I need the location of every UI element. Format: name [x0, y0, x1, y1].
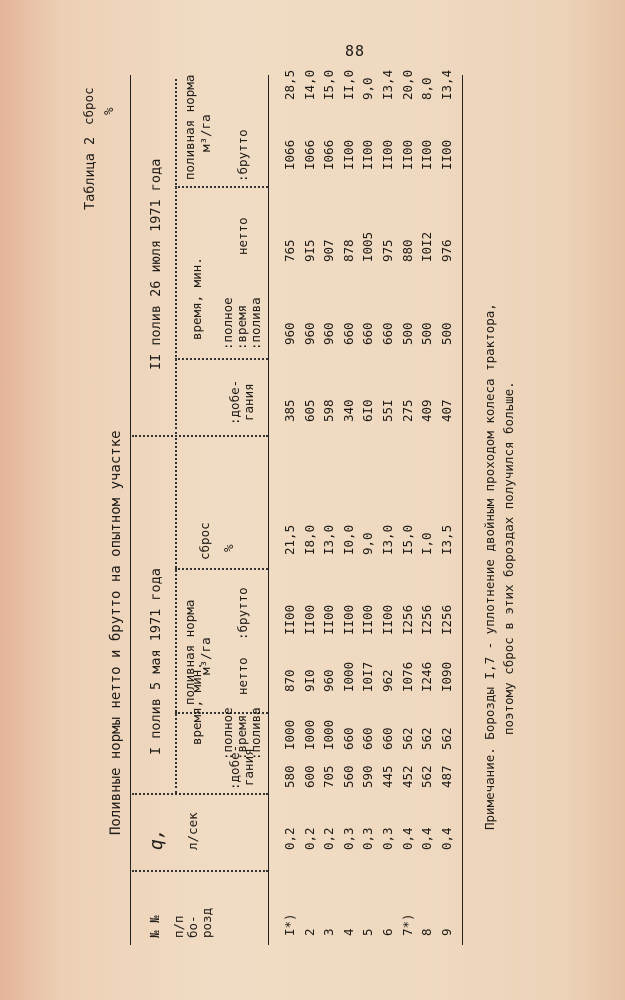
table-cell: 4 [340, 928, 356, 936]
table-cell: II00 [340, 604, 356, 635]
table-cell: I066 [321, 139, 337, 170]
netto-header: нетто [235, 217, 250, 255]
table-cell: 976 [438, 239, 454, 262]
table-cell: 880 [399, 239, 415, 262]
table-cell: 560 [340, 765, 356, 788]
full-time-header: :полное [220, 297, 235, 350]
table-cell: I256 [438, 604, 454, 635]
table-cell: II00 [399, 139, 415, 170]
divider [175, 438, 177, 793]
table-cell: 705 [321, 765, 337, 788]
full-time-header: :время [234, 714, 249, 760]
table-cell: 598 [321, 399, 337, 422]
norm-header: поливная норма [182, 599, 197, 705]
netto-header: нетто [235, 657, 250, 695]
table-cell: 9I0 [301, 669, 317, 692]
table-cell: 21,5 [282, 524, 297, 555]
table-cell: I005 [360, 231, 376, 262]
table-bottom-rule [462, 75, 463, 945]
table-cell: I256 [419, 604, 435, 635]
table-cell: 765 [282, 239, 297, 262]
table-cell: I3,0 [380, 524, 395, 555]
table-cell: I3,0 [321, 524, 337, 555]
table-cell: I8,0 [301, 524, 317, 555]
divider [132, 793, 268, 795]
table-cell: I066 [282, 139, 297, 170]
table-cell: 660 [340, 322, 356, 345]
table-cell: 500 [419, 322, 435, 345]
table-cell: 580 [282, 765, 297, 788]
table-cell: 6 [380, 928, 395, 936]
dobeg-header: гания [241, 383, 256, 421]
table-cell: II00 [360, 139, 376, 170]
table-cell: 562 [399, 727, 415, 750]
second-irrigation-header: II полив 26 июля 1971 года [148, 158, 164, 370]
full-time-header: :полива [248, 297, 263, 350]
brutto-header: :брутто [235, 587, 250, 640]
table-cell: 0,2 [282, 827, 297, 850]
table-cell: 0,2 [321, 827, 337, 850]
table-cell: 275 [399, 399, 415, 422]
table-cell: 20,0 [399, 69, 415, 100]
table-cell: 0,4 [399, 827, 415, 850]
table-cell: 562 [419, 765, 435, 788]
table-cell: 975 [380, 239, 395, 262]
table-cell: 9,0 [360, 532, 376, 555]
table-cell: 7*) [399, 913, 415, 936]
table-cell: 5 [360, 928, 376, 936]
time-header: время, мин. [189, 662, 204, 745]
table-cell: 960 [282, 322, 297, 345]
table-cell: 590 [360, 765, 376, 788]
table-cell: 960 [321, 669, 337, 692]
table-cell: 409 [419, 399, 435, 422]
table-cell: 0,4 [438, 827, 454, 850]
table-cell: 0,4 [419, 827, 435, 850]
table-cell: II00 [340, 139, 356, 170]
table-cell: I0I7 [360, 661, 376, 692]
divider [132, 435, 268, 437]
divider [175, 186, 268, 188]
table-label: Таблица 2 [82, 136, 98, 210]
table-cell: 960 [321, 322, 337, 345]
note-line: поэтому сброс в этих бороздах получился больше. [501, 381, 516, 735]
table-note [480, 303, 518, 830]
table-cell: I4,0 [301, 69, 317, 100]
table-cell: 907 [321, 239, 337, 262]
divider [132, 870, 268, 872]
full-time-header: :время [234, 304, 249, 350]
table-cell: 878 [340, 239, 356, 262]
table-cell: II00 [321, 604, 337, 635]
table-cell: I076 [399, 661, 415, 692]
brutto-header: :брутто [235, 129, 250, 182]
table-cell: 487 [438, 765, 454, 788]
table-cell: II00 [438, 139, 454, 170]
table-cell: I5,0 [399, 524, 415, 555]
table-cell: I3,4 [438, 69, 454, 100]
table-cell: I000 [321, 719, 337, 750]
table-cell: I3,4 [380, 69, 395, 100]
norm-unit: м³/га [198, 637, 213, 675]
table-cell: 8,0 [419, 77, 435, 100]
table-cell: 0,3 [340, 827, 356, 850]
sbros-header: сброс [197, 522, 212, 560]
table-cell: I256 [399, 604, 415, 635]
table-cell: 500 [399, 322, 415, 345]
table-cell: 660 [360, 727, 376, 750]
table-cell: 562 [419, 727, 435, 750]
time-header: время, мин. [189, 257, 204, 340]
table-cell: 660 [340, 727, 356, 750]
sbros-unit: % [221, 544, 236, 552]
table-cell: II00 [380, 139, 395, 170]
table-cell: 445 [380, 765, 395, 788]
table-cell: 870 [282, 669, 297, 692]
table-cell: 6I0 [360, 399, 376, 422]
table-cell: I5,0 [321, 69, 337, 100]
full-time-header: :полное [220, 707, 235, 760]
table-cell: I000 [301, 719, 317, 750]
col-num-header: № № [147, 915, 162, 938]
table-cell: 407 [438, 399, 454, 422]
table-cell: 2 [301, 928, 317, 936]
col-num-sub: бо- [185, 915, 200, 938]
table-cell: 660 [380, 727, 395, 750]
page-number: 88 [345, 42, 366, 60]
table-cell: 9I5 [301, 239, 317, 262]
table-cell: II00 [419, 139, 435, 170]
first-irrigation-header: I полив 5 мая 1971 года [148, 568, 164, 755]
col-num-sub: п/п [171, 915, 186, 938]
table-title: Поливные нормы нетто и брутто на опытном участке [108, 430, 124, 835]
table-cell: 340 [340, 399, 356, 422]
table-cell: 385 [282, 399, 297, 422]
divider [175, 79, 177, 434]
table-header-rule [268, 75, 269, 945]
dobeg-header: :добе- [227, 744, 242, 790]
full-time-header: :полива [248, 707, 263, 760]
table-cell: I0I2 [419, 231, 435, 262]
table-cell: I,0 [419, 532, 435, 555]
table-cell: I000 [282, 719, 297, 750]
table-cell: 0,3 [360, 827, 376, 850]
table-cell: 605 [301, 399, 317, 422]
sbros-header: сброс [81, 87, 96, 125]
dobeg-header: гания [241, 748, 256, 786]
divider [175, 568, 268, 570]
norm-header: поливная норма [182, 74, 197, 180]
table-cell: II,0 [340, 69, 356, 100]
table-cell: 452 [399, 765, 415, 788]
table-cell: 660 [360, 322, 376, 345]
table-cell: I246 [419, 661, 435, 692]
table-cell: I3,5 [438, 524, 454, 555]
table-cell: 0,3 [380, 827, 395, 850]
table-cell: II00 [301, 604, 317, 635]
table-cell: I0,0 [340, 524, 356, 555]
table-top-rule [130, 75, 131, 945]
table-cell: II00 [380, 604, 395, 635]
table-cell: 600 [301, 765, 317, 788]
col-num-sub: розд [199, 907, 214, 938]
table-cell: I*) [282, 913, 297, 936]
table-cell: I000 [340, 661, 356, 692]
sbros-unit: % [101, 107, 116, 115]
table-cell: 9,0 [360, 77, 376, 100]
table-cell: 960 [301, 322, 317, 345]
table-cell: 962 [380, 669, 395, 692]
table-cell: 8 [419, 928, 435, 936]
table-cell: II00 [360, 604, 376, 635]
table-cell: 28,5 [282, 69, 297, 100]
table-cell: I090 [438, 661, 454, 692]
table-cell: 660 [380, 322, 395, 345]
note-line: Примечание. Борозды I,7 - уплотнение двойным проходом колеса трактора, [482, 303, 497, 830]
dobeg-header: :добе- [227, 379, 242, 425]
table-cell: 500 [438, 322, 454, 345]
divider [175, 358, 268, 360]
table-cell: 562 [438, 727, 454, 750]
table-cell: I066 [301, 139, 317, 170]
col-q-unit: л/сек [185, 812, 200, 850]
table-cell: 3 [321, 928, 337, 936]
table-cell: 55I [380, 399, 395, 422]
table-cell: 0,2 [301, 827, 317, 850]
table-cell: II00 [282, 604, 297, 635]
table-cell: 9 [438, 928, 454, 936]
col-q-header: q, [146, 828, 167, 850]
norm-unit: м³/га [198, 114, 213, 152]
